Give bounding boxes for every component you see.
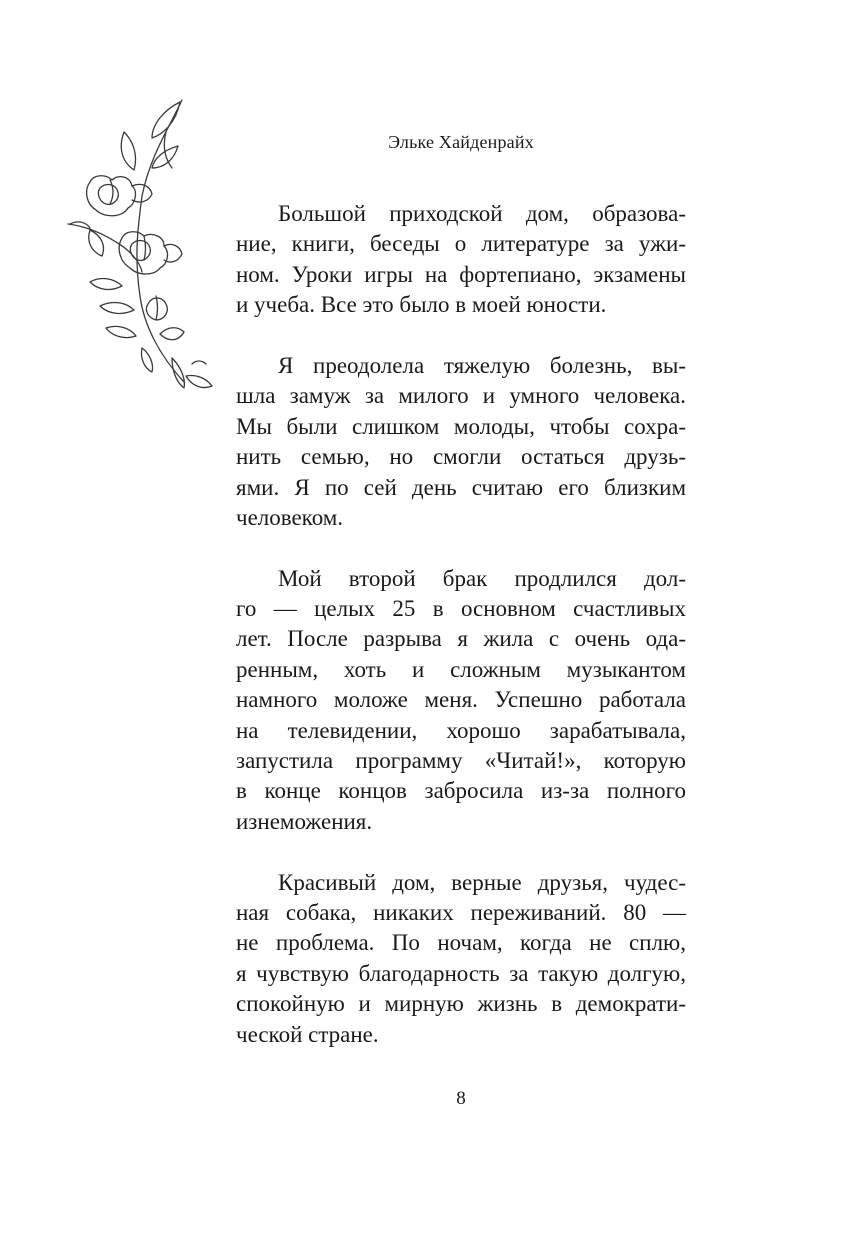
text-line: изнеможения. xyxy=(236,808,373,834)
text-line: на телевидении, хорошо зарабатывала, xyxy=(236,717,686,743)
text-line: Красивый дом, верные друзья, чудес- xyxy=(278,869,686,895)
text-line: шла замуж за милого и умного человека. xyxy=(236,383,686,409)
text-line: ями. Я по сей день считаю его близким xyxy=(236,474,686,500)
text-line: ном. Уроки игры на фортепиано, экзамены xyxy=(236,261,686,287)
running-head-author: Эльке Хайденрайх xyxy=(388,132,534,152)
text-line: Большой приходской дом, образова- xyxy=(278,201,686,226)
paragraph xyxy=(236,868,686,1050)
text-line: Я преодолела тяжелую болезнь, вы- xyxy=(278,352,686,378)
paragraph xyxy=(236,199,686,321)
paragraph xyxy=(236,564,686,838)
text-line: ние, книги, беседы о литературе за ужи- xyxy=(236,231,686,257)
text-line: намного моложе меня. Успешно работала xyxy=(236,687,686,713)
body-text xyxy=(236,199,686,1080)
text-line: в конце концов забросила из-за полного xyxy=(236,778,686,804)
floral-branch-icon xyxy=(60,96,220,396)
text-line: Мой второй брак продлился дол- xyxy=(278,565,686,591)
text-line: ческой стране. xyxy=(236,1021,379,1047)
page-number: 8 xyxy=(456,1088,466,1109)
text-line: го — целых 25 в основном счастливых xyxy=(236,596,686,622)
text-line: не проблема. По ночам, когда не сплю, xyxy=(236,930,686,956)
text-line: человеком. xyxy=(236,504,344,530)
text-line: лет. После разрыва я жила с очень ода- xyxy=(236,626,686,652)
text-line: спокойную и мирную жизнь в демократи- xyxy=(236,991,686,1017)
text-line: ная собака, никаких переживаний. 80 — xyxy=(236,899,686,925)
text-line: Мы были слишком молоды, чтобы сохра- xyxy=(236,413,686,439)
text-line: нить семью, но смогли остаться друзь- xyxy=(236,444,686,470)
text-line: и учеба. Все это было в моей юности. xyxy=(236,292,607,318)
text-line: ренным, хоть и сложным музыкантом xyxy=(236,656,686,682)
text-line: запустила программу «Читай!», которую xyxy=(236,748,686,774)
text-line: я чувствую благодарность за такую долгую, xyxy=(236,960,686,986)
paragraph xyxy=(236,351,686,533)
